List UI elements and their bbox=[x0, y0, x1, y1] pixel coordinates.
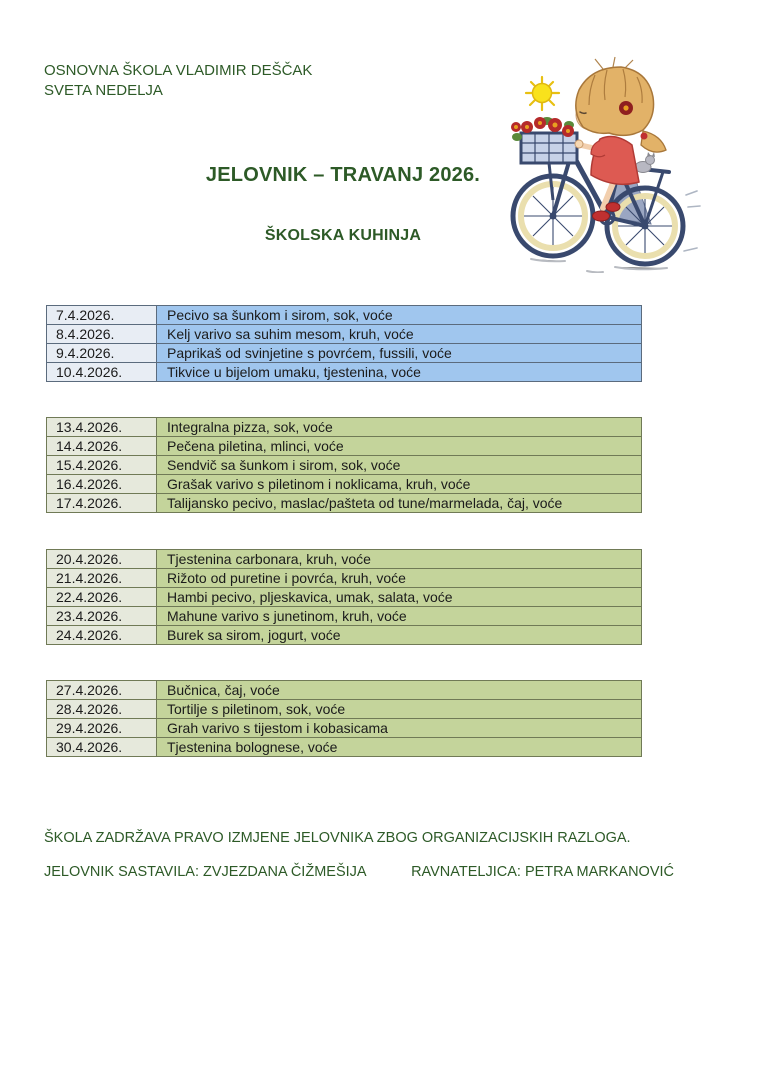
menu-cell: Tjestenina bolognese, voće bbox=[157, 738, 642, 757]
table-row bbox=[47, 626, 642, 645]
menu-cell: Pecivo sa šunkom i sirom, sok, voće bbox=[157, 306, 642, 325]
date-cell: 23.4.2026. bbox=[47, 607, 157, 626]
menu-cell: Tortilje s piletinom, sok, voće bbox=[157, 700, 642, 719]
table-row bbox=[47, 456, 642, 475]
sun-icon bbox=[526, 77, 559, 110]
date-cell: 27.4.2026. bbox=[47, 681, 157, 700]
school-header bbox=[44, 61, 312, 101]
table-row bbox=[47, 494, 642, 513]
date-cell: 9.4.2026. bbox=[47, 344, 157, 363]
menu-cell: Tikvice u bijelom umaku, tjestenina, voće bbox=[157, 363, 642, 382]
menu-cell: Bučnica, čaj, voće bbox=[157, 681, 642, 700]
date-cell: 16.4.2026. bbox=[47, 475, 157, 494]
table-row bbox=[47, 719, 642, 738]
menu-cell: Integralna pizza, sok, voće bbox=[157, 418, 642, 437]
signature-line bbox=[44, 864, 674, 880]
date-cell: 7.4.2026. bbox=[47, 306, 157, 325]
menu-cell: Burek sa sirom, jogurt, voće bbox=[157, 626, 642, 645]
menu-table-week-3 bbox=[46, 549, 642, 645]
date-cell: 22.4.2026. bbox=[47, 588, 157, 607]
table-row bbox=[47, 681, 642, 700]
composed-by-text: JELOVNIK SASTAVILA: ZVJEZDANA ČIŽMEŠIJA bbox=[44, 864, 367, 880]
date-cell: 20.4.2026. bbox=[47, 550, 157, 569]
school-city: SVETA NEDELJA bbox=[44, 82, 163, 99]
menu-table-week-4 bbox=[46, 680, 642, 757]
table-row bbox=[47, 700, 642, 719]
table-row bbox=[47, 569, 642, 588]
table-row bbox=[47, 738, 642, 757]
date-cell: 15.4.2026. bbox=[47, 456, 157, 475]
menu-table-week-1 bbox=[46, 305, 642, 382]
principal-text: RAVNATELJICA: PETRA MARKANOVIĆ bbox=[411, 864, 674, 880]
menu-cell: Grah varivo s tijestom i kobasicama bbox=[157, 719, 642, 738]
date-cell: 21.4.2026. bbox=[47, 569, 157, 588]
table-row bbox=[47, 325, 642, 344]
date-cell: 24.4.2026. bbox=[47, 626, 157, 645]
date-cell: 8.4.2026. bbox=[47, 325, 157, 344]
menu-table-week-2 bbox=[46, 417, 642, 513]
table-row bbox=[47, 306, 642, 325]
table-row bbox=[47, 363, 642, 382]
date-cell: 30.4.2026. bbox=[47, 738, 157, 757]
hair-flower bbox=[619, 101, 633, 115]
menu-cell: Hambi pecivo, pljeskavica, umak, salata, voće bbox=[157, 588, 642, 607]
date-cell: 13.4.2026. bbox=[47, 418, 157, 437]
table-row bbox=[47, 437, 642, 456]
date-cell: 29.4.2026. bbox=[47, 719, 157, 738]
page-subtitle: ŠKOLSKA KUHINJA bbox=[264, 227, 422, 244]
note-text: ŠKOLA ZADRŽAVA PRAVO IZMJENE JELOVNIKA ZBOG ORGANIZACIJSKIH RAZLOGA. bbox=[44, 830, 631, 846]
menu-cell: Pečena piletina, mlinci, voće bbox=[157, 437, 642, 456]
table-row bbox=[47, 550, 642, 569]
menu-cell: Sendvič sa šunkom i sirom, sok, voće bbox=[157, 456, 642, 475]
menu-cell: Paprikaš od svinjetine s povrćem, fussili, voće bbox=[157, 344, 642, 363]
table-row bbox=[47, 418, 642, 437]
table-row bbox=[47, 588, 642, 607]
table-row bbox=[47, 607, 642, 626]
menu-cell: Talijansko pecivo, maslac/pašteta od tune/marmelada, čaj, voće bbox=[157, 494, 642, 513]
menu-cell: Rižoto od puretine i povrća, kruh, voće bbox=[157, 569, 642, 588]
menu-cell: Kelj varivo sa suhim mesom, kruh, voće bbox=[157, 325, 642, 344]
date-cell: 10.4.2026. bbox=[47, 363, 157, 382]
menu-cell: Mahune varivo s junetinom, kruh, voće bbox=[157, 607, 642, 626]
menu-cell: Tjestenina carbonara, kruh, voće bbox=[157, 550, 642, 569]
date-cell: 17.4.2026. bbox=[47, 494, 157, 513]
date-cell: 14.4.2026. bbox=[47, 437, 157, 456]
page-title: JELOVNIK – TRAVANJ 2026. bbox=[205, 164, 481, 186]
date-cell: 28.4.2026. bbox=[47, 700, 157, 719]
menu-cell: Grašak varivo s piletinom i noklicama, kruh, voće bbox=[157, 475, 642, 494]
table-row bbox=[47, 475, 642, 494]
school-name: OSNOVNA ŠKOLA VLADIMIR DEŠČAK bbox=[44, 62, 313, 79]
table-row bbox=[47, 344, 642, 363]
